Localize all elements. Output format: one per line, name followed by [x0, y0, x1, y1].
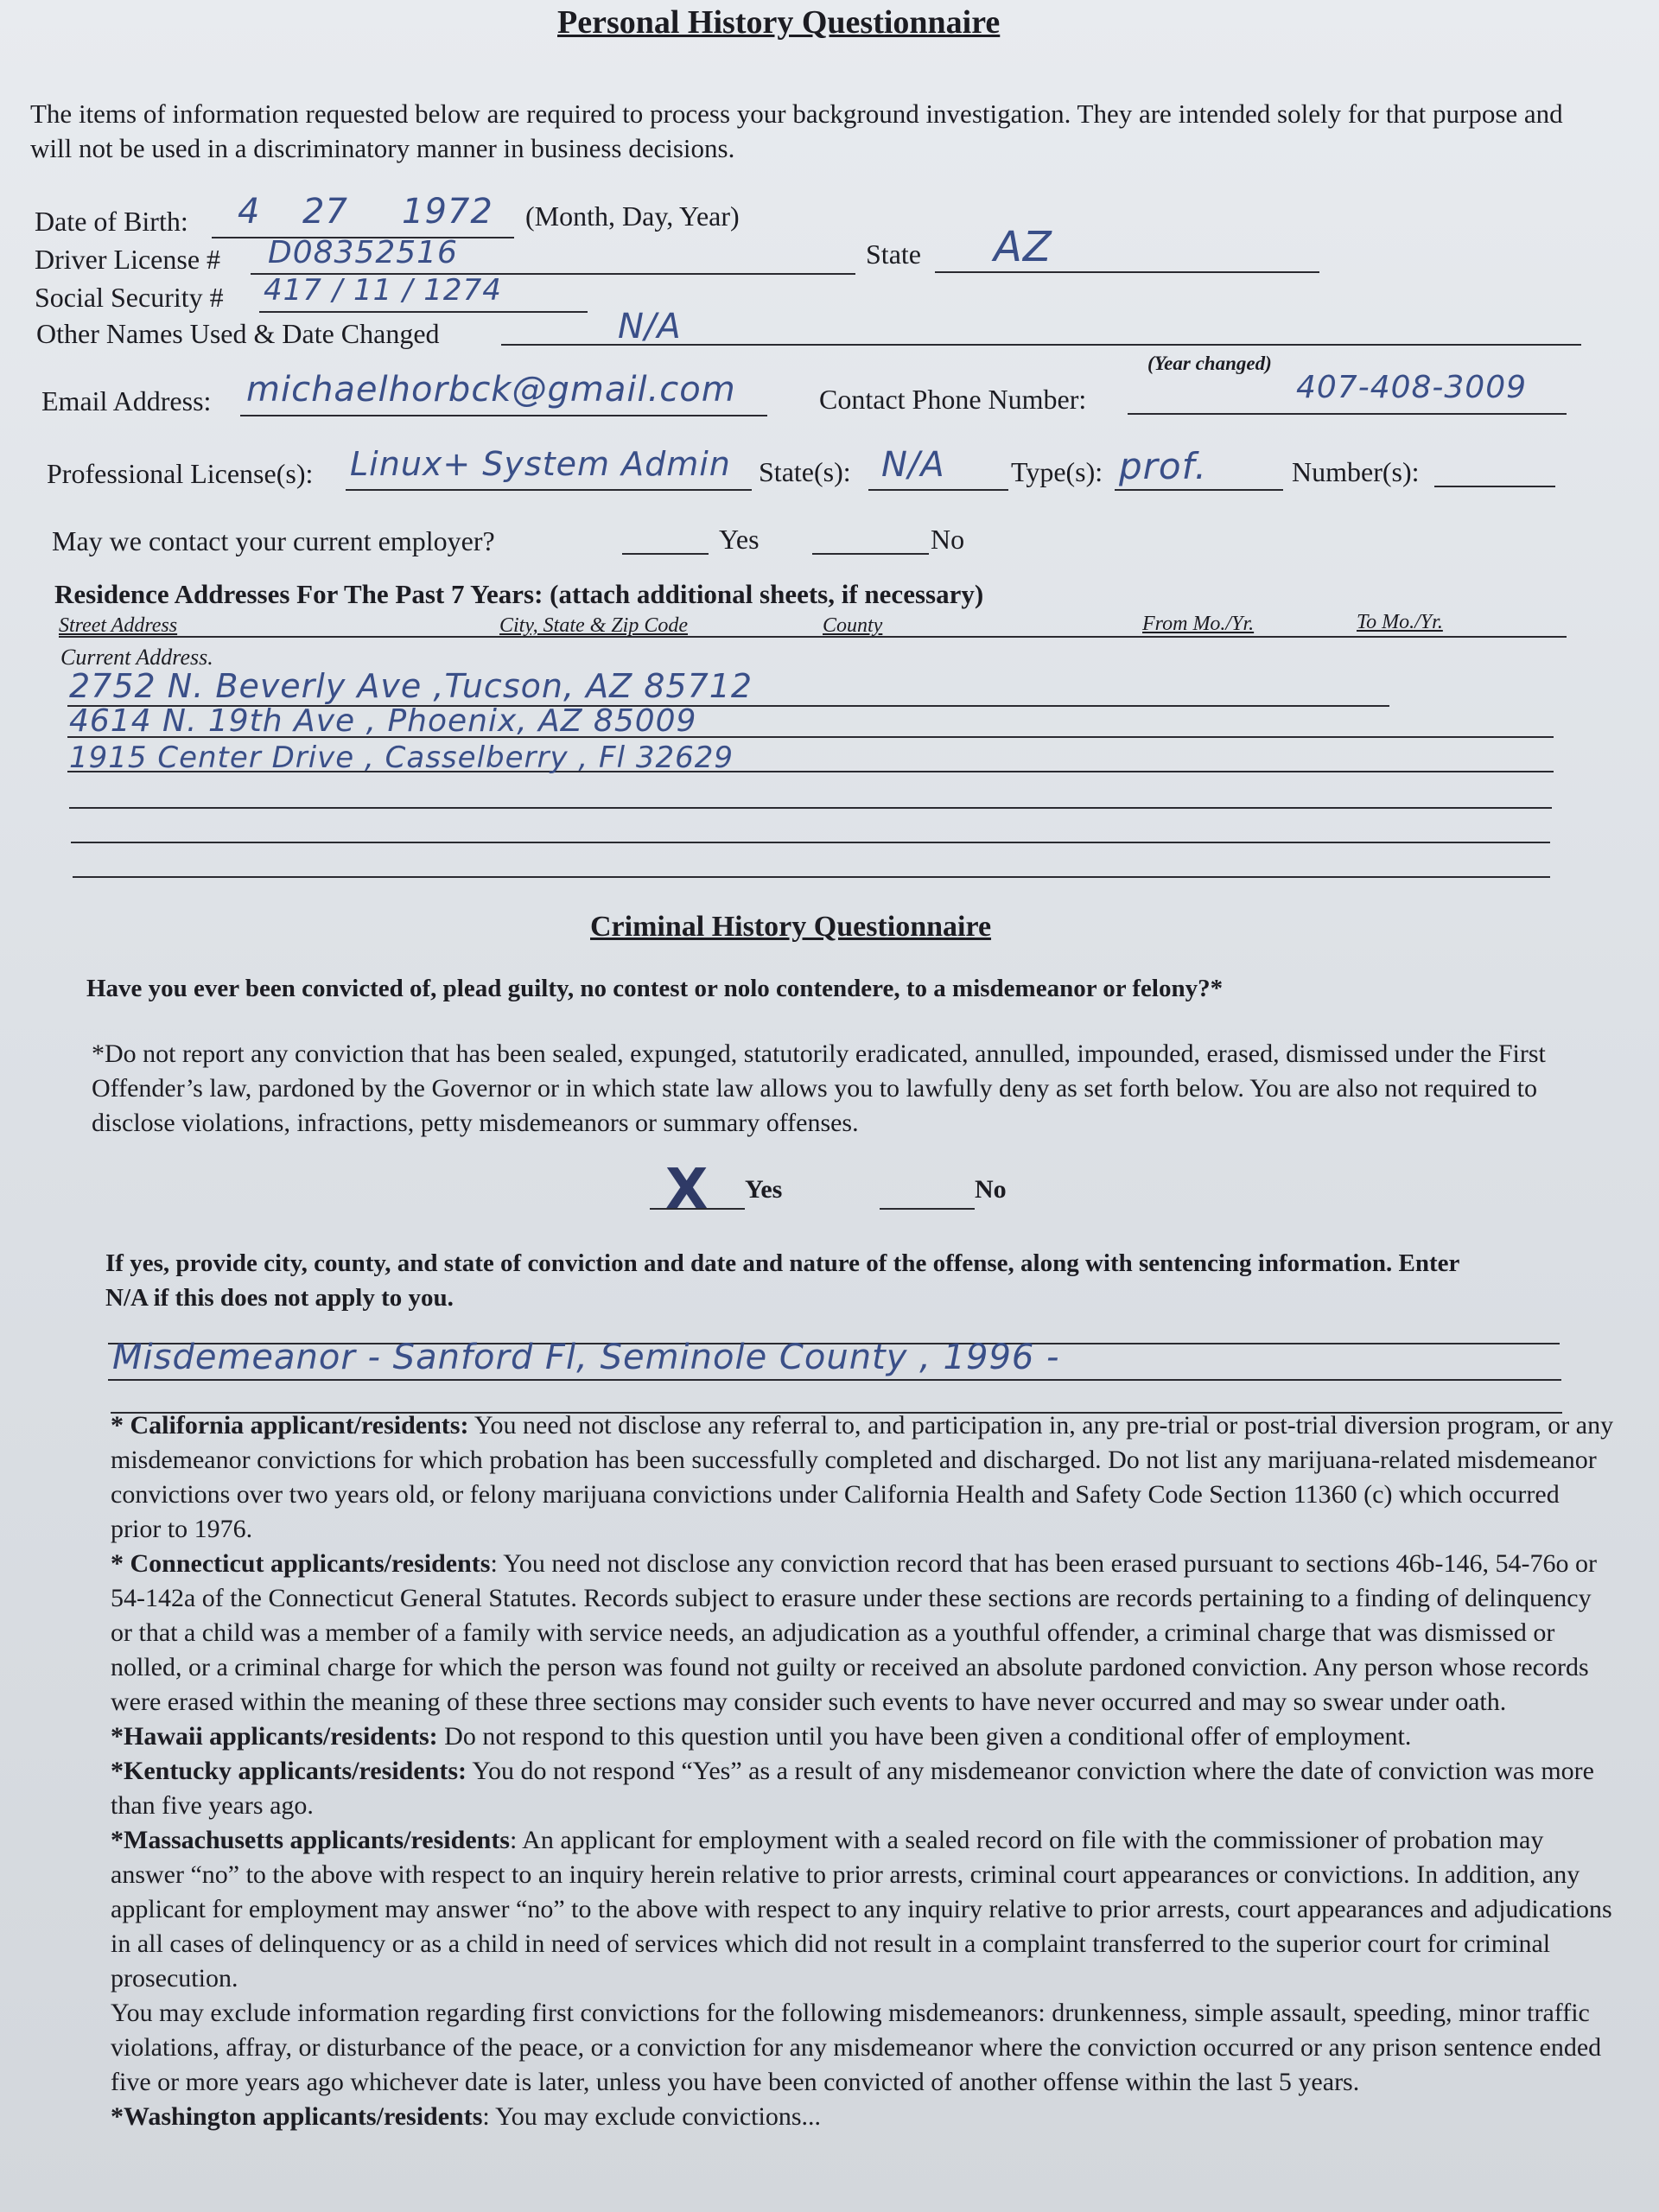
col-county: County: [823, 614, 883, 637]
contact-employer-question: May we contact your current employer?: [52, 525, 495, 556]
col-street: Street Address: [59, 614, 178, 637]
ssn-label: Social Security #: [35, 282, 224, 313]
other-names-label: Other Names Used & Date Changed: [36, 318, 440, 349]
state-note: [111, 2100, 1614, 2134]
current-address-label: Current Address.: [60, 645, 213, 670]
contact-no-label[interactable]: No: [931, 524, 965, 555]
dob-hint: (Month, Day, Year): [525, 200, 740, 232]
ssn-value[interactable]: 417 / 11 / 1274: [264, 273, 502, 308]
criminal-yes-label[interactable]: Yes: [745, 1175, 783, 1204]
dob-label: Date of Birth:: [35, 206, 188, 237]
residence-row-2[interactable]: 4614 N. 19th Ave , Phoenix, AZ 85009: [69, 703, 697, 739]
driver-license-label: Driver License #: [35, 244, 221, 275]
state-note: [111, 1823, 1614, 1996]
state-note-text: : An applicant for employment with a sealed record on file with the commissioner of probation may answer “no” to the above with respect to an inquiry herein relative to prior arrests, criminal court appearances or convictions. In addition, any applicant for employment may answer “no” to the above with respect to any inquiry relative to prior arrests, court appearances and adjudications in all cases of delinquency or as a child in need of services which did not result in a complaint transferred to the superior court for criminal prosecution.: [111, 1826, 1612, 1993]
email-value[interactable]: michaelhorbck@gmail.com: [246, 370, 736, 410]
phone-label: Contact Phone Number:: [819, 384, 1087, 415]
criminal-title: Criminal History Questionnaire: [590, 911, 992, 943]
state-note: [111, 1547, 1614, 1719]
col-from: From Mo./Yr.: [1142, 613, 1255, 635]
contact-yes-label[interactable]: Yes: [719, 524, 760, 555]
state-note-label: *Hawaii applicants/residents:: [111, 1722, 438, 1751]
col-to: To Mo./Yr.: [1357, 611, 1443, 633]
residence-row-3[interactable]: 1915 Center Drive , Casselberry , Fl 32629: [69, 741, 734, 775]
residence-heading: Residence Addresses For The Past 7 Years: (attach additional sheets, if necessary): [54, 579, 984, 609]
state-note-label: * California applicant/residents:: [111, 1411, 469, 1440]
criminal-note: *Do not report any conviction that has been sealed, expunged, statutorily eradicated, annulled, impounded, erased, dismissed under the First Offender’s law, pardoned by the Governor or in which state law allows you to lawfully deny as set forth below. You are also not required to disclose violations, infractions, petty misdemeanors or summary offenses.: [92, 1039, 1546, 1137]
prof-license-value[interactable]: Linux+ System Admin: [350, 445, 731, 483]
states-label: State(s):: [759, 456, 851, 487]
driver-license-value[interactable]: D08352516: [268, 235, 458, 270]
email-label: Email Address:: [41, 385, 212, 416]
dob-day[interactable]: 27: [302, 192, 348, 232]
type-value[interactable]: prof.: [1119, 445, 1208, 487]
state-note-label: *Massachusetts applicants/residents: [111, 1826, 510, 1854]
yes-check-mark[interactable]: X: [665, 1158, 709, 1222]
state-note-text: You do not respond “Yes” as a result of any misdemeanor conviction where the date of conviction was more than five years ago.: [111, 1757, 1594, 1820]
dob-year[interactable]: 1972: [402, 192, 493, 232]
residence-row-1[interactable]: 2752 N. Beverly Ave ,Tucson, AZ 85712: [69, 667, 753, 705]
type-label: Type(s):: [1011, 456, 1103, 487]
phone-value[interactable]: 407-408-3009: [1296, 370, 1528, 405]
intro-paragraph: The items of information requested below are required to process your background investigation. They are intended solely for that purpose and will not be used in a discriminatory manner in business decisions.: [30, 99, 1563, 163]
state-note-label: *Kentucky applicants/residents:: [111, 1757, 467, 1785]
state-note: [111, 1408, 1614, 1547]
state-note-text: You may exclude information regarding first convictions for the following misdemeanors: drunkenness, simple assault, speeding, minor traffic violations, affray, or disturbance of the peace, or a conviction for any misdemeanor where the conviction occurred or any prison sentence ended five or more years ago whichever date is later, unless you have been convicted of another offense within the last 5 years.: [111, 1999, 1602, 2096]
state-notes: [111, 1408, 1614, 2134]
other-names-value[interactable]: N/A: [618, 307, 682, 346]
state-label: State: [866, 238, 921, 270]
conviction-answer[interactable]: Misdemeanor - Sanford Fl, Seminole County , 1996 -: [112, 1338, 1060, 1377]
state-note: [111, 1996, 1614, 2100]
prof-license-label: Professional License(s):: [47, 458, 314, 489]
dob-month[interactable]: 4: [238, 192, 261, 232]
year-changed-label: (Year changed): [1147, 353, 1272, 374]
state-note-label: *Washington applicants/residents: [111, 2102, 483, 2131]
criminal-question: Have you ever been convicted of, plead guilty, no contest or nolo contendere, to a misdemeanor or felony?*: [86, 975, 1224, 1002]
state-note-label: * Connecticut applicants/residents: [111, 1549, 491, 1578]
state-note: [111, 1754, 1614, 1823]
state-note-text: You need not disclose any referral to, and participation in, any pre-trial or post-trial diversion program, or any misdemeanor convictions for which probation has been successfully completed and discharged. Do not list any marijuana-related misdemeanor convictions over two years old, or felony marijuana convictions under California Health and Safety Code Section 11360 (c) which occurred prior to 1976.: [111, 1411, 1614, 1543]
state-note-text: Do not respond to this question until you have been given a conditional offer of employment.: [437, 1722, 1412, 1751]
states-value[interactable]: N/A: [881, 445, 945, 485]
col-city: City, State & Zip Code: [499, 614, 689, 637]
page-title: Personal History Questionnaire: [557, 4, 1001, 41]
number-label: Number(s):: [1292, 456, 1420, 487]
if-yes-instructions: If yes, provide city, county, and state of conviction and date and nature of the offense, along with sentencing information. Enter N/A if this does not apply to you.: [105, 1249, 1459, 1312]
state-note-text: : You may exclude convictions...: [482, 2102, 822, 2131]
state-note: [111, 1719, 1614, 1754]
criminal-no-label[interactable]: No: [975, 1175, 1007, 1204]
state-value[interactable]: AZ: [994, 223, 1052, 271]
state-note-text: : You need not disclose any conviction record that has been erased pursuant to sections 46b-146, 54-76o or 54-142a of the Connecticut General Statutes. Records subject to erasure under these sections are records pertaining to a finding of delinquency or that a child was a member of a family with service needs, an adjudication as a youthful offender, a criminal charge that was dismissed or nolled, or a criminal charge for which the person was found not guilty or received an absolute pardoned conviction. Any person whose records were erased within the meaning of these three sections may consider such events to have never occurred and may so swear under oath.: [111, 1549, 1598, 1716]
